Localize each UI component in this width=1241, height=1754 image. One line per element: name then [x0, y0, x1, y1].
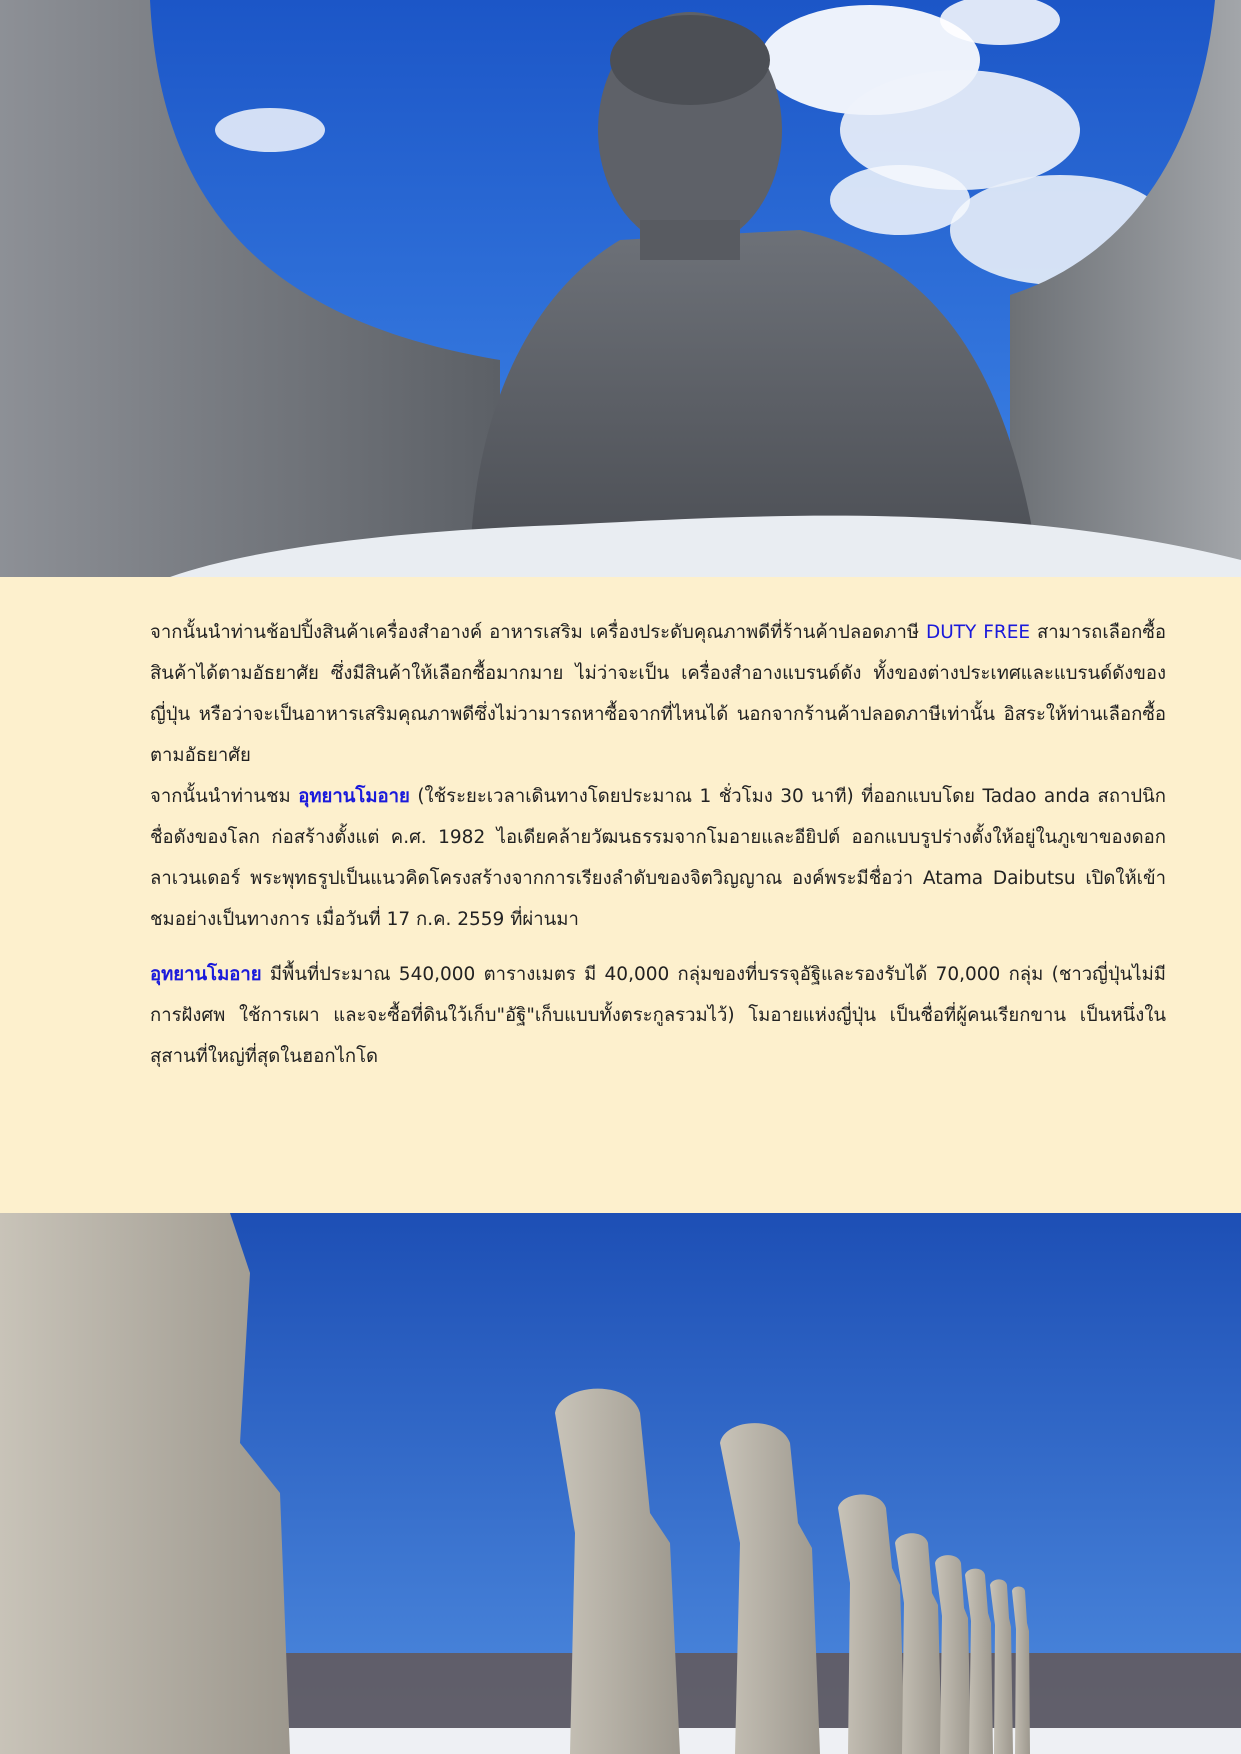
moai-statues-photo-icon: [0, 1213, 1241, 1754]
article-body: [150, 612, 1166, 1077]
paragraph-shopping: [150, 612, 1166, 776]
paragraph-text: สามารถเลือกซื้อสินค้าได้ตามอัธยาศัย ซึ่งมีสินค้าให้เลือกซื้อมากมาย ไม่ว่าจะเป็น เครื่องสำอางแบรนด์ดัง ทั้งของต่างประเทศและแบรนด์ดังของญี่ปุ่น หรือว่าจะเป็นอาหารเสริมคุณภาพดีซึ่งไม่วามารถหาซื้อจากที่ไหนได้ นอกจากร้านค้าปลอดภาษีเท่านั้น อิสระให้ท่านเลือกซื้อ ตามอัธยาศัย: [150, 622, 1166, 766]
moai-park-highlight: อุทยานโมอาย: [150, 964, 262, 985]
buddha-statue-photo-icon: [0, 0, 1241, 577]
paragraph-text: มีพื้นที่ประมาณ 540,000 ตารางเมตร มี 40,000 กลุ่มของที่บรรจุอัฐิและรองรับได้ 70,000 กลุ่ม (ชาวญี่ปุ่นไม่มีการฝังศพ ใช้การเผา และจะซื้อที่ดินใว้เก็บ"อัฐิ"เก็บแบบทั้งตระกูลรวมไว้) โมอายแห่งญี่ปุ่น เป็นชื่อที่ผู้คนเรียกขาน เป็นหนึ่งในสุสานที่ใหญ่ที่สุดในฮอกไกโด: [150, 964, 1166, 1067]
duty-free-highlight: DUTY FREE: [925, 622, 1031, 643]
paragraph-moai-park-details: [150, 954, 1166, 1077]
buddha-statue-photo: [0, 0, 1241, 577]
moai-park-highlight: อุทยานโมอาย: [298, 786, 410, 807]
paragraph-text: (ใช้ระยะเวลาเดินทางโดยประมาณ 1 ชั่วโมง 30 นาที) ที่ออกแบบโดย Tadao anda สถาปนิกชื่อดังของโลก ก่อสร้างตั้งแต่ ค.ศ. 1982 ไอเดียคล้ายวัฒนธรรมจากโมอายและอียิปต์ ออกแบบรูปร่างตั้งให้อยู่ในภูเขาของดอกลาเวนเดอร์ พระพุทธรูปเป็นแนวคิดโครงสร้างจากการเรียงลำดับของจิตวิญญาณ องค์พระมีชื่อว่า Atama Daibutsu เปิดให้เข้าชมอย่างเป็นทางการ เมื่อวันที่ 17 ก.ค. 2559 ที่ผ่านมา: [150, 786, 1167, 930]
paragraph-text: จากนั้นนำท่านชม: [150, 786, 299, 807]
paragraph-text: จากนั้นนำท่านช้อปปิ้งสินค้าเครื่องสำอางค์ อาหารเสริม เครื่องประดับคุณภาพดีที่ร้านค้าปลอดภาษี: [150, 622, 926, 643]
paragraph-moai-park-intro: [150, 776, 1166, 940]
moai-statues-photo: [0, 1213, 1241, 1754]
